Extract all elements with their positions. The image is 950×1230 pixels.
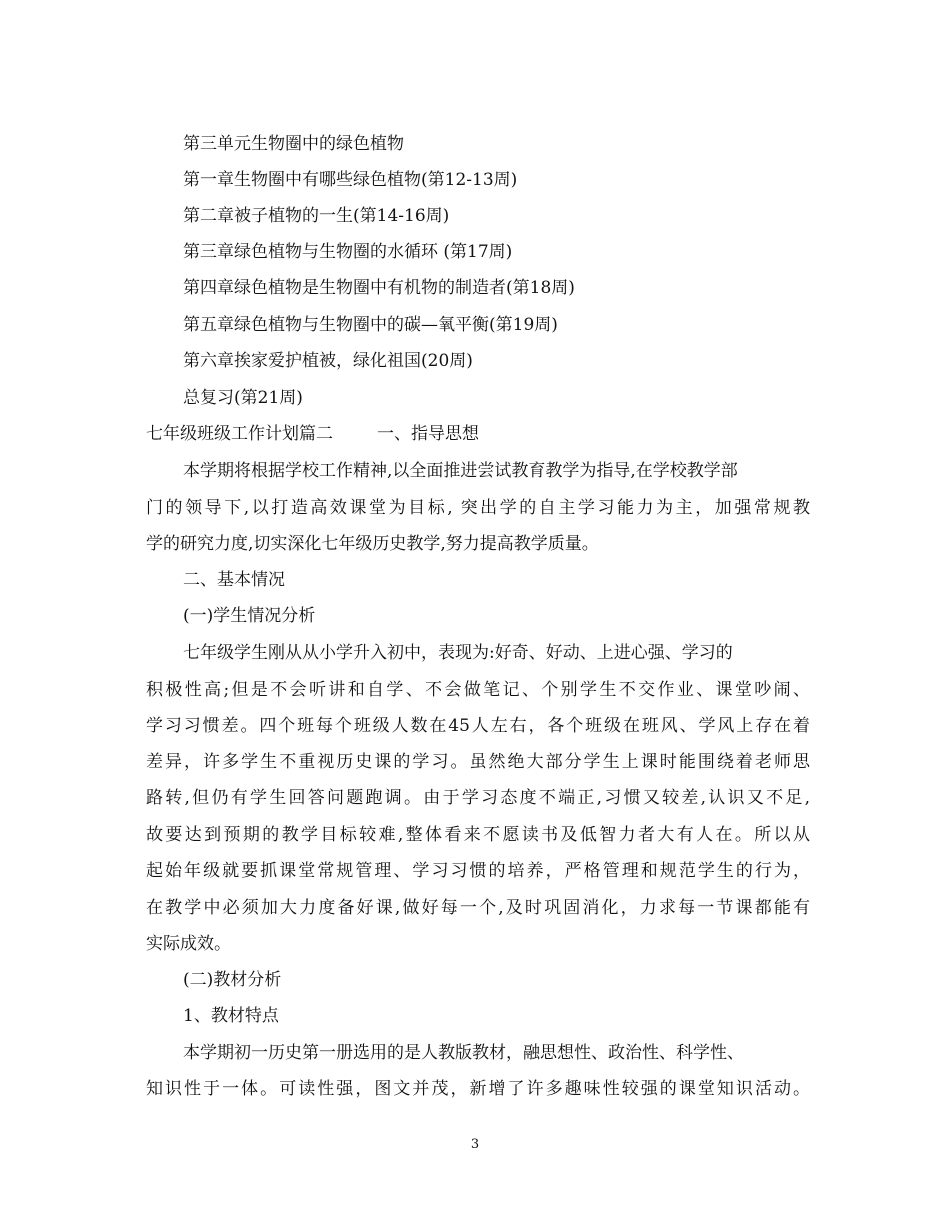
- student-analysis-heading: (一)学生情况分析: [183, 606, 316, 626]
- paragraph-3-line-1: 本学期初一历史第一册选用的是人教版教材，融思想性、政治性、科学性、: [183, 1043, 744, 1063]
- paragraph-1-line-1: 本学期将根据学校工作精神,以全面推进尝试教育教学为指导,在学校教学部: [183, 461, 738, 481]
- guiding-heading: 一、指导思想: [377, 424, 479, 444]
- paragraph-2-line-5: 路转,但仍有学生回答问题跑调。由于学习态度不端正,习惯又较差,认识又不足,: [146, 788, 810, 808]
- paragraph-3-line-2: 知识性于一体。可读性强，图文并茂，新增了许多趣味性较强的课堂知识活动。: [146, 1079, 810, 1099]
- paragraph-2-line-1: 七年级学生刚从从小学升入初中，表现为:好奇、好动、上进心强、学习的: [183, 643, 733, 663]
- paragraph-2-line-7: 起始年级就要抓课堂常规管理、学习习惯的培养，严格管理和规范学生的行为，: [146, 861, 810, 881]
- plan-title: 七年级班级工作计划篇二: [146, 424, 333, 444]
- paragraph-2-line-3: 学习习惯差。四个班每个班级人数在45人左右，各个班级在班风、学风上存在着: [146, 716, 810, 736]
- unit-title: 第三单元生物圈中的绿色植物: [183, 134, 404, 154]
- page-number: 3: [470, 1137, 480, 1152]
- paragraph-1-line-3: 学的研究力度,切实深化七年级历史教学,努力提高教学质量。: [146, 534, 599, 554]
- material-analysis-heading: (二)教材分析: [183, 970, 282, 990]
- section-heading-line: [146, 423, 479, 445]
- chapter-2-line: 第二章被子植物的一生(第14-16周): [183, 206, 450, 226]
- paragraph-2-line-4: 差异，许多学生不重视历史课的学习。虽然绝大部分学生上课时能围绕着老师思: [146, 752, 810, 772]
- chapter-4-line: 第四章绿色植物是生物圈中有机物的制造者(第18周): [183, 278, 575, 298]
- chapter-1-line: 第一章生物圈中有哪些绿色植物(第12-13周): [183, 170, 518, 190]
- chapter-5-line: 第五章绿色植物与生物圈中的碳—氧平衡(第19周): [183, 315, 558, 335]
- review-line: 总复习(第21周): [183, 388, 303, 408]
- paragraph-2-line-9: 实际成效。: [146, 934, 231, 954]
- chapter-6-line: 第六章挨家爱护植被，绿化祖国(20周): [183, 351, 473, 371]
- paragraph-1-line-2: 门的领导下,以打造高效课堂为目标, 突出学的自主学习能力为主，加强常规教: [146, 498, 810, 518]
- paragraph-2-line-6: 故要达到预期的教学目标较难,整体看来不愿读书及低智力者大有人在。所以从: [146, 825, 810, 845]
- paragraph-2-line-8: 在教学中必须加大力度备好课,做好每一个,及时巩固消化，力求每一节课都能有: [146, 898, 810, 918]
- chapter-3-line: 第三章绿色植物与生物圈的水循环 (第17周): [183, 242, 513, 262]
- paragraph-2-line-2: 积极性高;但是不会听讲和自学、不会做笔记、个别学生不交作业、课堂吵闹、: [146, 680, 810, 700]
- basic-situation-heading: 二、基本情况: [183, 570, 285, 590]
- material-features-heading: 1、教材特点: [183, 1006, 279, 1026]
